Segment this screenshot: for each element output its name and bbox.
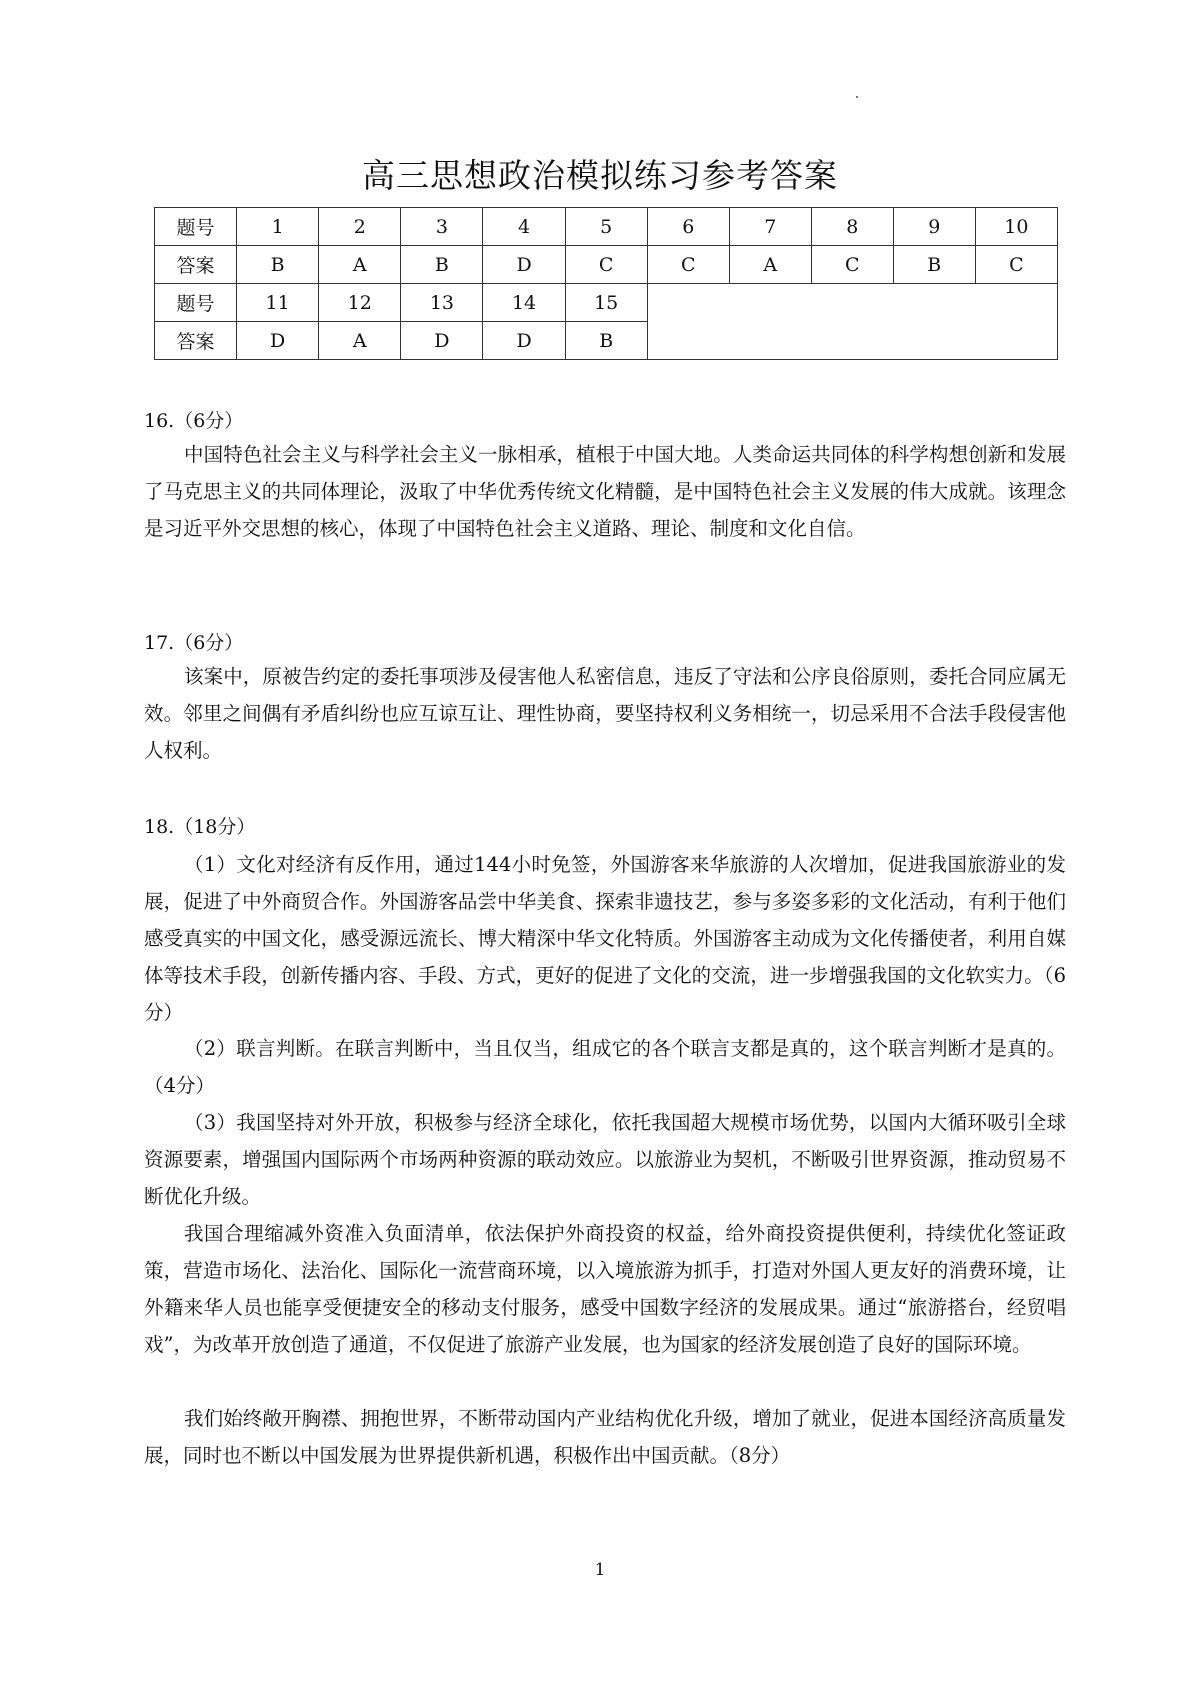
table-cell: A: [729, 246, 811, 284]
scan-speck: [856, 96, 858, 98]
question-18-part1: （1）文化对经济有反作用，通过144小时免签，外国游客来华旅游的人次增加，促进我国旅游业的发展，促进了中外商贸合作。外国游客品尝中华美食、探索非遗技艺，参与多姿多彩的文化活动，有利于他们感受真实的中国文化，感受源远流长、博大精深中华文化特质。外国游客主动成为文化传播使者，利用自媒体等技术手段，创新传播内容、手段、方式，更好的促进了文化的交流，进一步增强我国的文化软实力。（6分）: [144, 853, 1066, 1024]
row-label: 题号: [155, 208, 237, 246]
table-cell: B: [237, 246, 319, 284]
question-18-part3-para3: 我们始终敞开胸襟、拥抱世界，不断带动国内产业结构优化升级，增加了就业，促进本国经济高质量发展，同时也不断以中国发展为世界提供新机遇，积极作出中国贡献。（8分）: [144, 1407, 1066, 1467]
table-cell: 3: [401, 208, 483, 246]
question-18-heading: 18.（18分）: [144, 816, 256, 838]
table-cell: D: [483, 322, 565, 360]
row-label: 答案: [155, 322, 237, 360]
table-cell: B: [565, 322, 647, 360]
question-18-part2: （2）联言判断。在联言判断中，当且仅当，组成它的各个联言支都是真的，这个联言判断才是真的。（4分）: [144, 1037, 1066, 1097]
table-cell: D: [237, 322, 319, 360]
table-cell: 1: [237, 208, 319, 246]
table-cell: 9: [893, 208, 975, 246]
table-cell: B: [893, 246, 975, 284]
table-cell: 11: [237, 284, 319, 322]
row-label: 题号: [155, 284, 237, 322]
table-cell: C: [975, 246, 1057, 284]
table-cell: 14: [483, 284, 565, 322]
page-number: 1: [594, 1560, 606, 1580]
table-cell: C: [811, 246, 893, 284]
empty-cell: [647, 284, 1057, 360]
table-cell: D: [483, 246, 565, 284]
table-cell: 7: [729, 208, 811, 246]
question-16-heading: 16.（6分）: [144, 410, 244, 432]
table-cell: A: [319, 322, 401, 360]
table-cell: 5: [565, 208, 647, 246]
table-cell: 8: [811, 208, 893, 246]
question-18-part3-para2: 我国合理缩减外资准入负面清单，依法保护外商投资的权益，给外商投资提供便利，持续优化签证政策，营造市场化、法治化、国际化一流营商环境，以入境旅游为抓手，打造对外国人更友好的消费环境，让外籍来华人员也能享受便捷安全的移动支付服务，感受中国数字经济的发展成果。通过“旅游搭台，经贸唱戏”，为改革开放创造了通道，不仅促进了旅游产业发展，也为国家的经济发展创造了良好的国际环境。: [144, 1222, 1066, 1356]
question-17-heading: 17.（6分）: [144, 632, 244, 654]
table-cell: 13: [401, 284, 483, 322]
page-title: 高三思想政治模拟练习参考答案: [362, 156, 838, 195]
table-cell: 6: [647, 208, 729, 246]
table-cell: 15: [565, 284, 647, 322]
table-cell: 4: [483, 208, 565, 246]
table-cell: A: [319, 246, 401, 284]
table-cell: C: [565, 246, 647, 284]
table-row: [155, 246, 1058, 284]
table-cell: 12: [319, 284, 401, 322]
table-row: [155, 284, 1058, 322]
question-17-answer: 该案中，原被告约定的委托事项涉及侵害他人私密信息，违反了守法和公序良俗原则，委托合同应属无效。邻里之间偶有矛盾纠纷也应互谅互让、理性协商，要坚持权利义务相统一，切忌采用不合法手段侵害他人权利。: [144, 665, 1066, 762]
question-18-part3: （3）我国坚持对外开放，积极参与经济全球化，依托我国超大规模市场优势，以国内大循环吸引全球资源要素，增强国内国际两个市场两种资源的联动效应。以旅游业为契机，不断吸引世界资源，推动贸易不断优化升级。: [144, 1111, 1066, 1208]
table-cell: 10: [975, 208, 1057, 246]
answer-table: [154, 207, 1058, 360]
table-row: [155, 208, 1058, 246]
table-cell: C: [647, 246, 729, 284]
row-label: 答案: [155, 246, 237, 284]
table-cell: D: [401, 322, 483, 360]
table-cell: B: [401, 246, 483, 284]
question-16-answer: 中国特色社会主义与科学社会主义一脉相承，植根于中国大地。人类命运共同体的科学构想创新和发展了马克思主义的共同体理论，汲取了中华优秀传统文化精髓，是中国特色社会主义发展的伟大成就。该理念是习近平外交思想的核心，体现了中国特色社会主义道路、理论、制度和文化自信。: [144, 443, 1066, 540]
table-cell: 2: [319, 208, 401, 246]
